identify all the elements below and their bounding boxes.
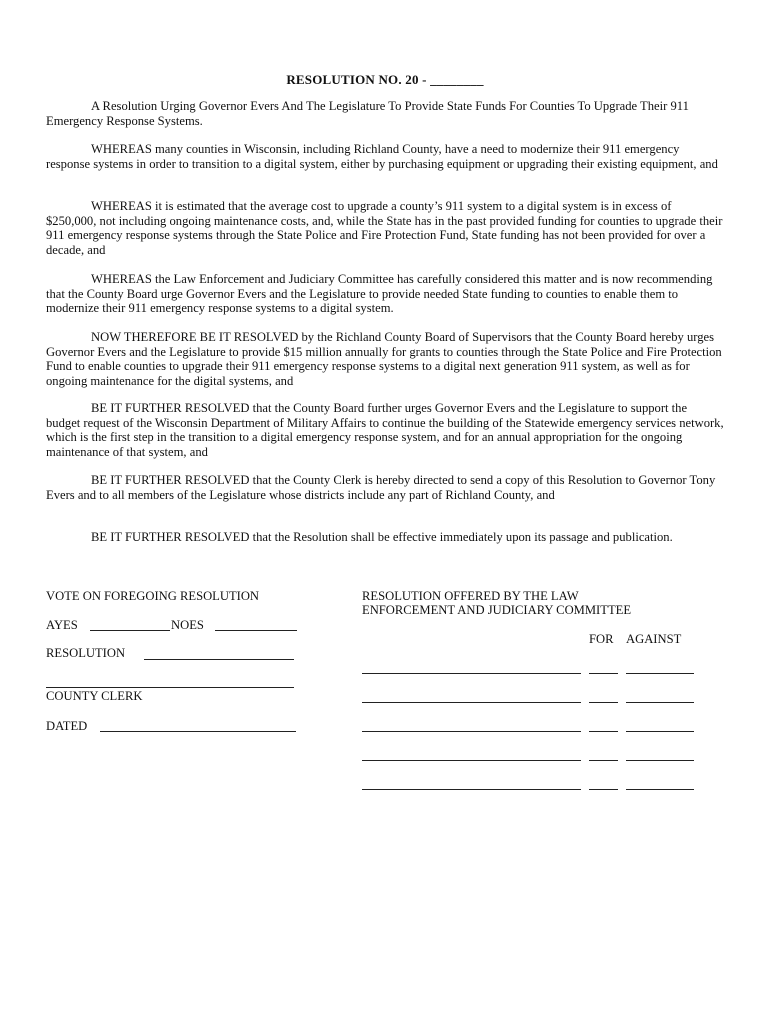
against-vote-line [626, 673, 694, 674]
member-signature-line [362, 702, 581, 703]
county-clerk-label: COUNTY CLERK [46, 689, 143, 703]
for-vote-line [589, 702, 618, 703]
against-column-label: AGAINST [626, 632, 682, 646]
whereas-paragraph-2: WHEREAS it is estimated that the average cost to upgrade a county’s 911 system to a digital system is in excess of $250,000, not including ongoing maintenance costs, and, while the State has in the past provided funding for counties to upgrade their 911 emergency response systems through the State Police and Fire Protection Fund, State funding has not been provided for over a decade, and [46, 199, 723, 257]
noes-label: NOES [171, 618, 204, 632]
resolution-blank-line [144, 659, 294, 660]
vote-heading: VOTE ON FOREGOING RESOLUTION [46, 589, 260, 603]
member-signature-line [362, 673, 581, 674]
preamble-paragraph: A Resolution Urging Governor Evers And The Legislature To Provide State Funds For Counties To Upgrade Their 911 Emergency Response Systems. [46, 99, 689, 128]
against-vote-line [626, 760, 694, 761]
against-vote-line [626, 702, 694, 703]
further-resolved-paragraph-2: BE IT FURTHER RESOLVED that the County Clerk is hereby directed to send a copy of this Resolution to Governor Tony Evers and to all members of the Legislature whose districts include any part of Richland County, and [46, 473, 716, 502]
for-vote-line [589, 760, 618, 761]
for-vote-line [589, 789, 618, 790]
member-signature-line [362, 731, 581, 732]
county-clerk-signature-line [46, 687, 294, 688]
resolution-title: RESOLUTION NO. 20 - ________ [286, 72, 484, 87]
against-vote-line [626, 789, 694, 790]
for-vote-line [589, 731, 618, 732]
committee-heading-line1: RESOLUTION OFFERED BY THE LAW [362, 589, 579, 603]
ayes-label: AYES [46, 618, 78, 632]
further-resolved-paragraph-3: BE IT FURTHER RESOLVED that the Resolution shall be effective immediately upon its passage and publication. [91, 530, 673, 544]
committee-heading-line2: ENFORCEMENT AND JUDICIARY COMMITTEE [362, 603, 632, 617]
resolved-paragraph: NOW THEREFORE BE IT RESOLVED by the Richland County Board of Supervisors that the County Board hereby urges Governor Evers and the Legislature to provide $15 million annually for grants to counties through the State Police and Fire Protection Fund to enable counties to upgrade their 911 emergency response systems to a digital next generation 911 system, as well as for ongoing maintenance for the digital systems, and [46, 330, 722, 388]
further-resolved-paragraph-1: BE IT FURTHER RESOLVED that the County Board further urges Governor Evers and the Legislature to support the budget request of the Wisconsin Department of Military Affairs to continue the building of the Statewide emergency services network, which is the first step in the transition to a digital emergency response system, and for an annual appropriation for the ongoing maintenance of that system, and [46, 401, 724, 459]
whereas-paragraph-1: WHEREAS many counties in Wisconsin, including Richland County, have a need to modernize their 911 emergency response systems in order to transition to a digital system, either by purchasing equipment or upgrading their existing equipment, and [46, 142, 718, 171]
against-vote-line [626, 731, 694, 732]
dated-blank-line [100, 731, 296, 732]
for-vote-line [589, 673, 618, 674]
dated-label: DATED [46, 719, 88, 733]
resolution-label: RESOLUTION [46, 646, 126, 660]
whereas-paragraph-3: WHEREAS the Law Enforcement and Judiciary Committee has carefully considered this matter and is now recommending that the County Board urge Governor Evers and the Legislature to provide needed State funding to counties to enable them to modernize their 911 emergency response systems to a digital system. [46, 272, 713, 316]
member-signature-line [362, 789, 581, 790]
member-signature-line [362, 760, 581, 761]
for-column-label: FOR [589, 632, 614, 646]
noes-blank-line [215, 630, 297, 631]
ayes-blank-line [90, 630, 170, 631]
